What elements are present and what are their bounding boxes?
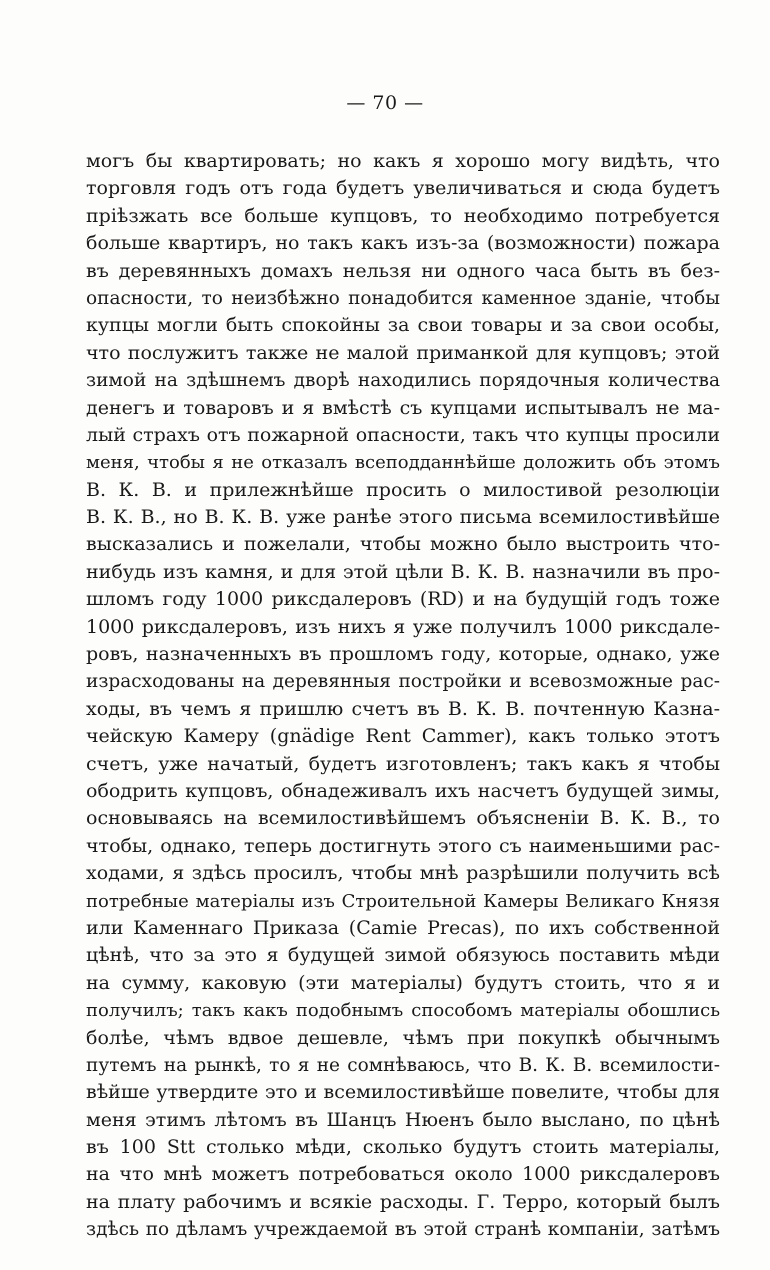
text-line: купцы могли быть спокойны за свои товары и за свои особы,	[86, 314, 720, 337]
text-line: зимой на здѣшнемъ дворѣ находились порядочныя количества	[86, 370, 720, 392]
body-text	[86, 148, 720, 1244]
page-number: — 70 —	[346, 92, 424, 114]
text-line: здѣсь по дѣламъ учреждаемой въ этой странѣ компаніи, затѣмъ	[86, 1219, 720, 1241]
text-line: ровъ, назначенныхъ въ прошломъ году, которые, однако, уже	[86, 643, 720, 666]
text-line: израсходованы на деревянныя постройки и всевозможные рас-	[86, 671, 720, 693]
text-line: ходами, я здѣсь просилъ, чтобы мнѣ разрѣшили получить всѣ	[86, 862, 720, 885]
text-line: въ 100 Stt столько мѣди, сколько будутъ стоить матеріалы,	[86, 1136, 720, 1159]
text-line: болѣе, чѣмъ вдвое дешевле, чѣмъ при покупкѣ обычнымъ	[86, 1026, 720, 1049]
text-line: лый страхъ отъ пожарной опасности, такъ что купцы просили	[86, 423, 720, 446]
text-line: потребные матеріалы изъ Строительной Камеры Великаго Князя	[86, 890, 720, 912]
text-line: цѣнѣ, что за это я будущей зимой обязуюсь поставить мѣди	[86, 944, 720, 967]
text-line: могъ бы квартировать; но какъ я хорошо могу видѣть, что	[86, 150, 720, 172]
text-line: пріѣзжать все больше купцовъ, то необходимо потребуется	[86, 204, 720, 227]
text-line: путемъ на рынкѣ, то я не сомнѣваюсь, что В. К. В. всемилости-	[86, 1054, 720, 1076]
text-line: В. К. В., но В. К. В. уже ранѣе этого письма всемилостивѣйше	[86, 506, 720, 529]
text-line: ходы, въ чемъ я пришлю счетъ въ В. К. В. почтенную Казна-	[86, 697, 720, 720]
text-line: на сумму, каковую (эти матеріалы) будутъ стоить, что я и	[86, 971, 720, 994]
text-line: опасности, то неизбѣжно понадобится каменное зданіе, чтобы	[86, 287, 720, 309]
text-line: или Каменнаго Приказа (Camie Precas), по ихъ собственной	[86, 916, 720, 939]
text-line: высказались и пожелали, чтобы можно было выстроить что-	[86, 533, 720, 556]
text-line: больше квартиръ, но такъ какъ изъ-за (возможности) пожара	[86, 232, 720, 255]
text-line: чтобы, однако, теперь достигнуть этого съ наименьшими рас-	[86, 834, 720, 857]
text-line: въ деревянныхъ домахъ нельзя ни одного часа быть въ без-	[86, 259, 720, 282]
text-line: на плату рабочимъ и всякіе расходы. Г. Терро, который былъ	[86, 1190, 720, 1213]
text-line: вѣйше утвердите это и всемилостивѣйше повелите, чтобы для	[86, 1081, 720, 1104]
text-line: меня, чтобы я не отказалъ всеподданнѣйше доложить объ этомъ	[86, 452, 720, 474]
text-line: чейскую Камеру (gnädige Rent Cammer), какъ только этотъ	[86, 725, 720, 748]
text-line: на что мнѣ можетъ потребоваться около 1000 риксдалеровъ	[86, 1163, 720, 1186]
text-line: 1000 риксдалеровъ, изъ нихъ я уже получилъ 1000 риксдале-	[86, 615, 720, 638]
text-line: торговля годъ отъ года будетъ увеличиваться и сюда будетъ	[86, 177, 720, 200]
text-line: основываясь на всемилостивѣйшемъ объясненіи В. К. В., то	[86, 807, 720, 830]
text-line: что послужитъ также не малой приманкой для купцовъ; этой	[86, 341, 720, 364]
text-line: денегъ и товаровъ и я вмѣстѣ съ купцами испытывалъ не ма-	[86, 396, 720, 419]
text-line: меня этимъ лѣтомъ въ Шанцъ Нюенъ было выслано, по цѣнѣ	[86, 1108, 720, 1131]
text-line: В. К. В. и прилежнѣйше просить о милостивой резолюціи	[86, 478, 720, 501]
text-line: получилъ; такъ какъ подобнымъ способомъ матеріалы обошлись	[86, 1000, 720, 1022]
text-line: шломъ году 1000 риксдалеровъ (RD) и на будущій годъ тоже	[86, 588, 720, 611]
text-line: ободрить купцовъ, обнадеживалъ ихъ насчетъ будущей зимы,	[86, 779, 720, 802]
text-line: нибудь изъ камня, и для этой цѣли В. К. В. назначили въ про-	[86, 560, 720, 583]
text-line: счетъ, уже начатый, будетъ изготовленъ; такъ какъ я чтобы	[86, 752, 720, 775]
